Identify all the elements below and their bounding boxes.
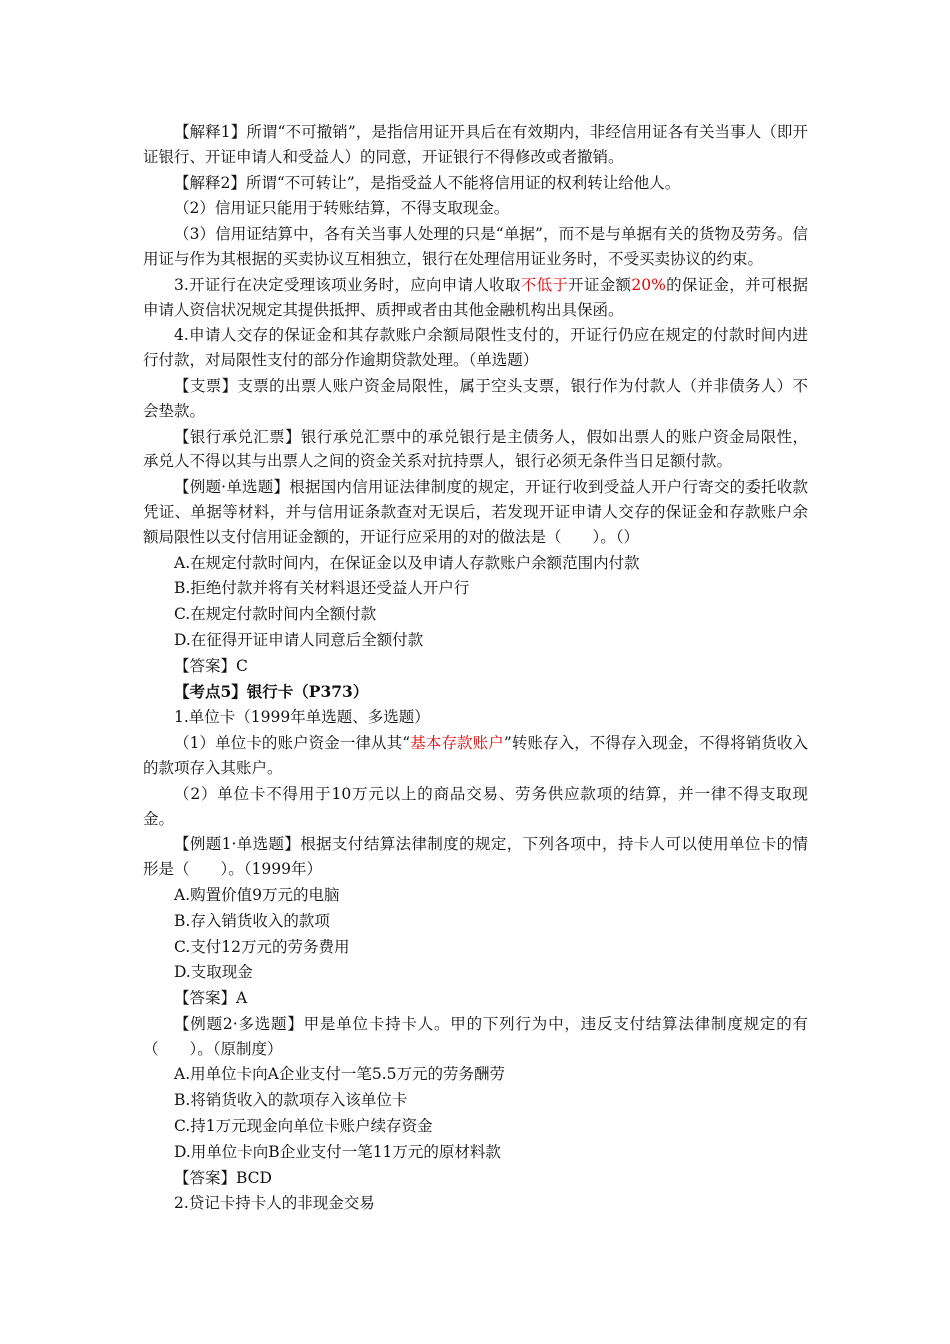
example-1-question: 【例题1·单选题】根据支付结算法律制度的规定，下列各项中，持卡人可以使用单位卡的情形是（ ）。（1999年） (143, 835, 808, 879)
example-1-option-c: C.支付12万元的劳务费用 (174, 937, 350, 956)
example-2-option-b: B.将销货收入的款项存入该单位卡 (174, 1091, 408, 1110)
unit-card-text-a: （1）单位卡的账户资金一律从其“ (174, 734, 411, 753)
option-a: A.在规定付款时间内，在保证金以及申请人存款账户余额范围内付款 (174, 553, 640, 572)
section-heading-bank-card: 【考点5】银行卡（P373） (174, 681, 369, 701)
option-d: D.在征得开证申请人同意后全额付款 (174, 630, 424, 649)
explanation-1: 【解释1】所谓“不可撤销”，是指信用证开具后在有效期内，非经信用证各有关当事人（即开证银行、开证申请人和受益人）的同意，开证银行不得修改或者撤销。 (143, 123, 808, 166)
example-1-option-b: B.存入销货收入的款项 (174, 911, 330, 930)
example-2-option-c: C.持1万元现金向单位卡账户续存资金 (174, 1117, 433, 1136)
document-body (143, 120, 808, 1216)
example-1-option-d: D.支取现金 (174, 963, 253, 982)
option-c: C.在规定付款时间内全额付款 (174, 605, 377, 624)
explanation-2: 【解释2】所谓“不可转让”，是指受益人不能将信用证的权利转让给他人。 (174, 173, 681, 192)
rule-3-documents-only: （3）信用证结算中，各有关当事人处理的只是“单据”，而不是与单据有关的货物及劳务。信用证与作为其根据的买卖协议互相独立，银行在处理信用证业务时，不受买卖协议的约束。 (143, 225, 808, 268)
unit-card-text-c: ”转账存入，不得存入现金，不得将销货收入的款项存入其账户。 (143, 734, 808, 777)
rule-2-transfer-only: （2）信用证只能用于转账结算，不得支取现金。 (174, 199, 510, 218)
note-cheque: 【支票】支票的出票人账户资金局限性，属于空头支票，银行作为付款人（并非债务人）不会垫款。 (143, 376, 808, 420)
highlight-basic-deposit-account: 基本存款账户 (410, 734, 504, 753)
example-2-answer: 【答案】BCD (174, 1168, 272, 1187)
rule-margin-deposit (143, 273, 808, 323)
note-bank-acceptance-bill: 【银行承兑汇票】银行承兑汇票中的承兑银行是主债务人，假如出票人的账户资金局限性，承兑人不得以其与出票人之间的资金关系对抗持票人，银行必须无条件当日足额付款。 (143, 427, 808, 471)
margin-text-e: 的保证金，并可根据申请人资信状况规定其提供抵押、质押或者由其他金融机构出具保函。 (143, 275, 808, 319)
subheading-credit-card: 2.贷记卡持卡人的非现金交易 (174, 1194, 375, 1213)
margin-text-a: 3.开证行在决定受理该项业务时，应向申请人收取 (174, 275, 521, 294)
example-2-option-d: D.用单位卡向B企业支付一笔11万元的原材料款 (174, 1142, 501, 1161)
example-2-option-a: A.用单位卡向A企业支付一笔5.5万元的劳务酬劳 (174, 1065, 505, 1084)
highlight-not-less-than: 不低于 (520, 275, 569, 294)
rule-insufficient-payment: 4.申请人交存的保证金和其存款账户余额局限性支付的，开证行仍应在规定的付款时间内进行付款，对局限性支付的部分作逾期贷款处理。（单选题） (143, 326, 808, 370)
example-2-question: 【例题2·多选题】甲是单位卡持卡人。甲的下列行为中，违反支付结算法律制度规定的有（ ）。（原制度） (143, 1014, 808, 1058)
example-1-option-a: A.购置价值9万元的电脑 (174, 885, 340, 904)
unit-card-rule-2: （2）单位卡不得用于10万元以上的商品交易、劳务供应款项的结算，并一律不得支取现金。 (143, 784, 808, 828)
answer: 【答案】C (174, 656, 248, 675)
example-question: 【例题·单选题】根据国内信用证法律制度的规定，开证行收到受益人开户行寄交的委托收款凭证、单据等材料，并与信用证条款查对无误后，若发现开证申请人交存的保证金和存款账户余额局限性以支付信用证金额的，开证行应采用的对的做法是（ ）。（） (143, 478, 808, 546)
unit-card-rule-1 (143, 731, 808, 781)
subheading-unit-card: 1.单位卡（1999年单选题、多选题） (174, 708, 430, 727)
example-1-answer: 【答案】A (174, 989, 248, 1008)
margin-text-c: 开证金额 (568, 275, 632, 294)
highlight-percent: 20% (631, 275, 666, 294)
option-b: B.拒绝付款并将有关材料退还受益人开户行 (174, 579, 470, 598)
